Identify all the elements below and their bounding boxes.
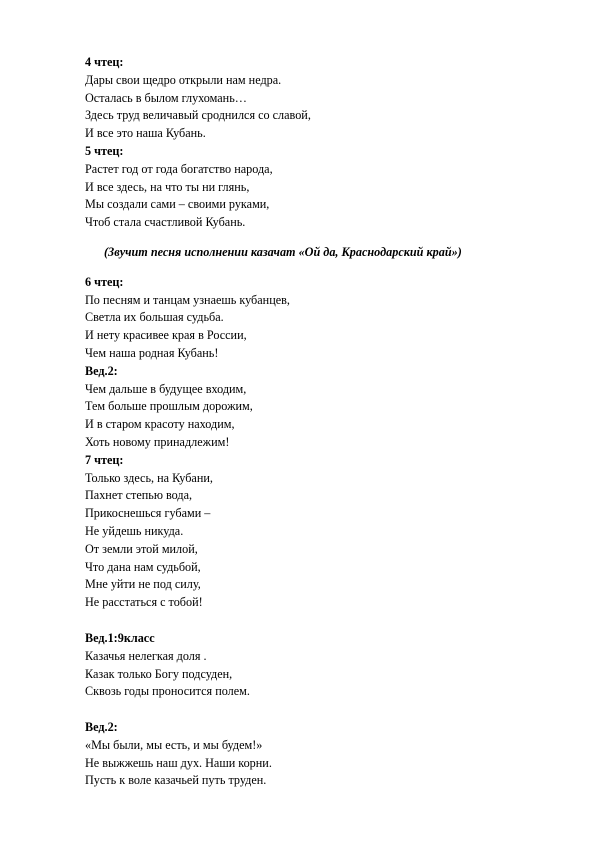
verse-line: Чтоб стала счастливой Кубань. <box>85 215 246 230</box>
verse-line: Мы создали сами – своими руками, <box>85 197 270 212</box>
speaker-block <box>85 630 555 701</box>
verse-line: И нету красивее края в России, <box>85 328 247 343</box>
verse-line: Казак только Богу подсуден, <box>85 666 233 681</box>
verse-line: Хоть новому принадлежим! <box>85 434 230 449</box>
speaker-heading: Вед.2: <box>85 720 118 735</box>
speaker-block <box>85 363 555 452</box>
verse-line: Не выжжешь наш дух. Наши корни. <box>85 755 272 770</box>
verse-line: Пусть к воле казачьей путь труден. <box>85 773 267 788</box>
stage-direction: (Звучит песня исполнении казачат «Ой да, Краснодарский край») <box>104 244 462 259</box>
verse-line: Прикоснешься губами – <box>85 506 211 521</box>
verse-line: Только здесь, на Кубани, <box>85 470 213 485</box>
verse-line: Светла их большая судьба. <box>85 310 224 325</box>
speaker-heading: Вед.2: <box>85 363 118 378</box>
speaker-heading: 7 чтец: <box>85 452 124 467</box>
verse-line: Чем наша родная Кубань! <box>85 345 219 360</box>
speaker-heading: 4 чтец: <box>85 55 124 69</box>
verse-line: И все здесь, на что ты ни глянь, <box>85 179 250 194</box>
verse-line: И все это наша Кубань. <box>85 126 206 141</box>
speaker-heading: 5 чтец: <box>85 143 124 158</box>
speaker-block <box>85 452 555 612</box>
verse-line: От земли этой милой, <box>85 541 198 556</box>
verse-line: По песням и танцам узнаешь кубанцев, <box>85 292 290 307</box>
spacer <box>85 701 555 719</box>
verse-line: Казачья нелегкая доля . <box>85 648 207 663</box>
speaker-block <box>85 274 555 363</box>
verse-line: И в старом красоту находим, <box>85 417 235 432</box>
verse-line: Тем больше прошлым дорожим, <box>85 399 253 414</box>
verse-line: Пахнет степью вода, <box>85 488 193 503</box>
verse-line: Не расстаться с тобой! <box>85 595 203 610</box>
verse-line: Не уйдешь никуда. <box>85 523 184 538</box>
speaker-block <box>85 719 555 790</box>
script-text <box>85 54 555 790</box>
spacer <box>85 612 555 630</box>
verse-line: Мне уйти не под силу, <box>85 577 201 592</box>
speaker-block <box>85 54 555 143</box>
speaker-block <box>85 143 555 232</box>
verse-line: Чем дальше в будущее входим, <box>85 381 247 396</box>
verse-line: Сквозь годы проносится полем. <box>85 684 250 699</box>
speaker-heading: 6 чтец: <box>85 274 124 289</box>
verse-line: Здесь труд величавый сроднился со славой, <box>85 108 311 123</box>
verse-line: Что дана нам судьбой, <box>85 559 201 574</box>
spacer <box>85 262 555 274</box>
verse-line: Растет год от года богатство народа, <box>85 161 273 176</box>
speaker-heading: Вед.1:9класс <box>85 630 155 645</box>
verse-line: «Мы были, мы есть, и мы будем!» <box>85 737 263 752</box>
verse-line: Осталась в былом глухомань… <box>85 90 247 105</box>
verse-line: Дары свои щедро открыли нам недра. <box>85 72 282 87</box>
